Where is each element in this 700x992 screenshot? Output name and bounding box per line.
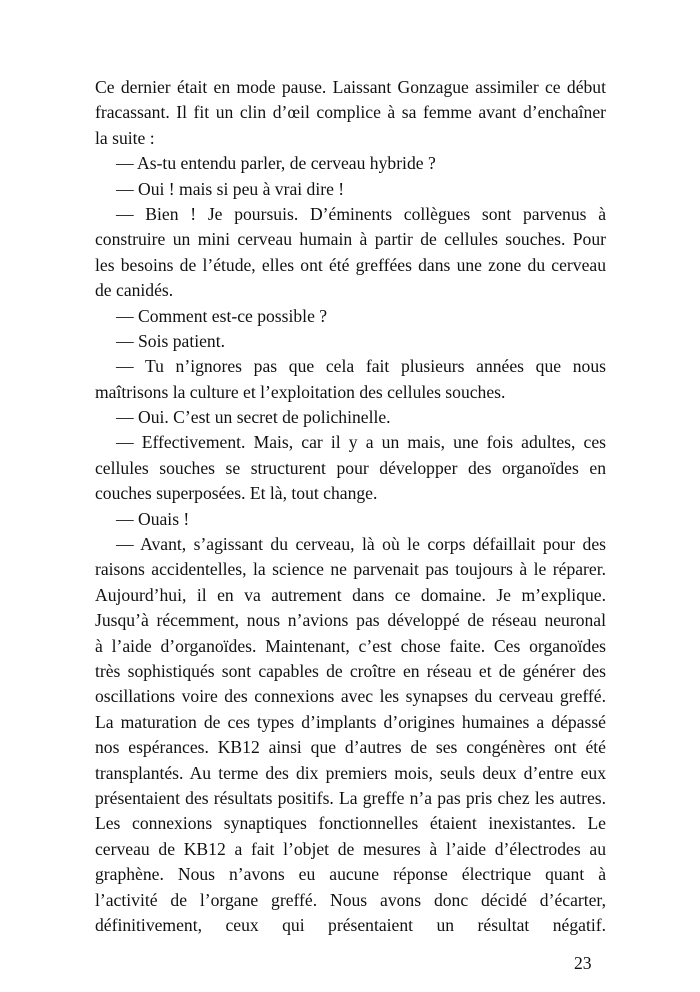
book-page-text bbox=[95, 75, 606, 938]
text-line: graphène. Nous n’avons eu aucune réponse électrique quant à bbox=[95, 864, 606, 885]
text-line: Aujourd’hui, il en va autrement dans ce domaine. Je m’explique. bbox=[95, 584, 606, 605]
text-line: Les connexions synaptiques fonctionnelles étaient inexistantes. Le bbox=[95, 813, 606, 834]
text-line: raisons accidentelles, la science ne parvenait pas toujours à le réparer. bbox=[95, 559, 606, 580]
text-line: cerveau de KB12 a fait l’objet de mesures à l’aide d’électrodes au bbox=[95, 838, 606, 859]
dialogue-line: — Oui ! mais si peu à vrai dire ! bbox=[116, 178, 345, 199]
text-line: très sophistiqués sont capables de croître en réseau et de générer des bbox=[95, 660, 606, 681]
text-line: à l’aide d’organoïdes. Maintenant, c’est chose faite. Ces organoïdes bbox=[95, 635, 606, 656]
dialogue-line: — As-tu entendu parler, de cerveau hybride ? bbox=[116, 153, 436, 174]
text-line: maîtrisons la culture et l’exploitation des cellules souches. bbox=[95, 381, 506, 402]
text-line: La maturation de ces types d’implants d’origines humaines a dépassé bbox=[95, 711, 606, 732]
text-line: définitivement, ceux qui présentaient un résultat négatif. bbox=[95, 914, 606, 935]
text-line: cellules souches se structurent pour développer des organoïdes en bbox=[95, 457, 606, 478]
dialogue-line: — Avant, s’agissant du cerveau, là où le corps défaillait pour des bbox=[116, 534, 606, 555]
dialogue-line: — Ouais ! bbox=[116, 508, 190, 529]
text-line: nos espérances. KB12 ainsi que d’autres de ses congénères ont été bbox=[95, 737, 606, 758]
text-line: fracassant. Il fit un clin d’œil complice à sa femme avant d’enchaîner bbox=[95, 102, 606, 123]
text-line: oscillations voire des connexions avec les synapses du cerveau greffé. bbox=[95, 686, 606, 707]
text-line: présentaient des résultats positifs. La greffe n’a pas pris chez les autres. bbox=[95, 787, 606, 808]
text-line: Ce dernier était en mode pause. Laissant Gonzague assimiler ce début bbox=[95, 77, 606, 97]
text-line: transplantés. Au terme des dix premiers mois, seuls deux d’entre eux bbox=[95, 762, 606, 783]
text-line: Jusqu’à récemment, nous n’avions pas développé de réseau neuronal bbox=[95, 610, 606, 631]
dialogue-line: — Effectivement. Mais, car il y a un mais, une fois adultes, ces bbox=[116, 432, 606, 453]
text-line: la suite : bbox=[95, 127, 155, 148]
text-line: construire un mini cerveau humain à partir de cellules souches. Pour bbox=[95, 229, 606, 250]
dialogue-line: — Sois patient. bbox=[116, 330, 225, 351]
text-line: les besoins de l’étude, elles ont été greffées dans une zone du cerveau bbox=[95, 254, 606, 275]
dialogue-line: — Bien ! Je poursuis. D’éminents collègues sont parvenus à bbox=[116, 203, 606, 224]
dialogue-line: — Oui. C’est un secret de polichinelle. bbox=[116, 407, 391, 428]
text-line: l’activité de l’organe greffé. Nous avons donc décidé d’écarter, bbox=[95, 889, 606, 910]
text-line: couches superposées. Et là, tout change. bbox=[95, 483, 378, 504]
text-line: de canidés. bbox=[95, 280, 174, 301]
dialogue-line: — Tu n’ignores pas que cela fait plusieurs années que nous bbox=[116, 356, 606, 377]
dialogue-line: — Comment est-ce possible ? bbox=[116, 305, 328, 326]
page-number: 23 bbox=[574, 953, 592, 973]
